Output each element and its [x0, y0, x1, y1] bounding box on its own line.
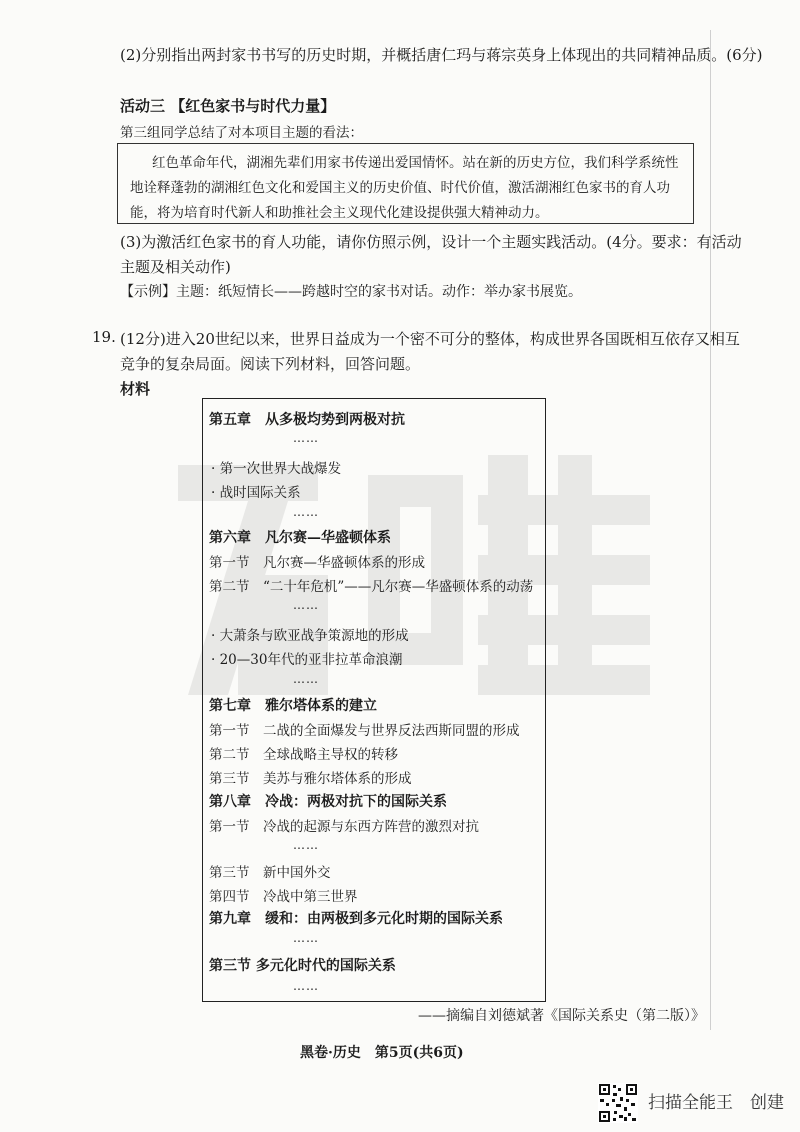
question-19-number: 19.	[92, 328, 116, 346]
quote-line: 地诠释蓬勃的湖湘红色文化和爱国主义的历史价值、时代价值，激活湖湘红色家书的育人功	[130, 180, 670, 196]
source-citation: ——摘编自刘德斌著《国际关系史（第二版）》	[418, 1008, 705, 1024]
section-item: 第二节 “二十年危机”——凡尔赛—华盛顿体系的动荡	[209, 579, 534, 595]
section-item: 第一节 二战的全面爆发与世界反法西斯同盟的形成	[209, 723, 520, 739]
question-3-text: (3)为激活红色家书的育人功能，请你仿照示例，设计一个主题实践活动。(4分。要求：有活动	[120, 233, 742, 251]
question-2-text: (2)分别指出两封家书书写的历史时期，并概括唐仁玛与蒋宗英身上体现出的共同精神品质。(6分)	[120, 46, 763, 64]
chapter-9-heading: 第九章 缓和：由两极到多元化时期的国际关系	[209, 911, 503, 927]
section-item: 第一节 凡尔赛—华盛顿体系的形成	[209, 555, 425, 571]
ellipsis: ……	[293, 838, 319, 852]
list-item: · 战时国际关系	[211, 485, 301, 501]
qr-code-icon	[598, 1083, 638, 1123]
question-19-text: (12分)进入20世纪以来，世界日益成为一个密不可分的整体，构成世界各国既相互依存又相互	[120, 330, 740, 348]
quote-line: 红色革命年代，湖湘先辈们用家书传递出爱国情怀。站在新的历史方位，我们科学系统性	[152, 155, 679, 171]
ellipsis: ……	[293, 505, 319, 519]
section-item: 第三节 多元化时代的国际关系	[209, 958, 396, 974]
activity-3-title: 活动三 【红色家书与时代力量】	[120, 97, 336, 115]
table-of-contents	[202, 398, 546, 1002]
ellipsis: ……	[293, 931, 319, 945]
chapter-6-heading: 第六章 凡尔赛—华盛顿体系	[209, 530, 391, 546]
example-text: 【示例】主题：纸短情长——跨越时空的家书对话。动作：举办家书展览。	[120, 284, 582, 300]
list-item: · 第一次世界大战爆发	[211, 461, 342, 477]
chapter-5-heading: 第五章 从多极均势到两极对抗	[209, 412, 405, 428]
page-footer: 黑卷·历史 第5页(共6页)	[300, 1045, 464, 1061]
section-item: 第三节 新中国外交	[209, 865, 331, 881]
question-3-text-cont: 主题及相关动作)	[120, 258, 231, 276]
page-edge-line	[710, 30, 711, 1030]
scanner-watermark-label: 扫描全能王 创建	[648, 1093, 784, 1113]
chapter-7-heading: 第七章 雅尔塔体系的建立	[209, 698, 377, 714]
ellipsis: ……	[293, 979, 319, 993]
section-item: 第二节 全球战略主导权的转移	[209, 747, 398, 763]
list-item: · 20—30年代的亚非拉革命浪潮	[211, 652, 403, 668]
activity-3-summary: 第三组同学总结了对本项目主题的看法：	[120, 125, 363, 141]
chapter-8-heading: 第八章 冷战：两极对抗下的国际关系	[209, 794, 447, 810]
section-item: 第四节 冷战中第三世界	[209, 889, 358, 905]
quote-box	[117, 143, 694, 224]
quote-line: 能，将为培育时代新人和助推社会主义现代化建设提供强大精神动力。	[130, 205, 549, 221]
section-item: 第一节 冷战的起源与东西方阵营的激烈对抗	[209, 819, 479, 835]
ellipsis: ……	[293, 431, 319, 445]
question-19-text-cont: 竞争的复杂局面。阅读下列材料，回答问题。	[120, 355, 421, 373]
section-item: 第三节 美苏与雅尔塔体系的形成	[209, 771, 412, 787]
ellipsis: ……	[293, 672, 319, 686]
list-item: · 大萧条与欧亚战争策源地的形成	[211, 628, 409, 644]
ellipsis: ……	[293, 598, 319, 612]
material-label: 材料	[120, 380, 151, 398]
